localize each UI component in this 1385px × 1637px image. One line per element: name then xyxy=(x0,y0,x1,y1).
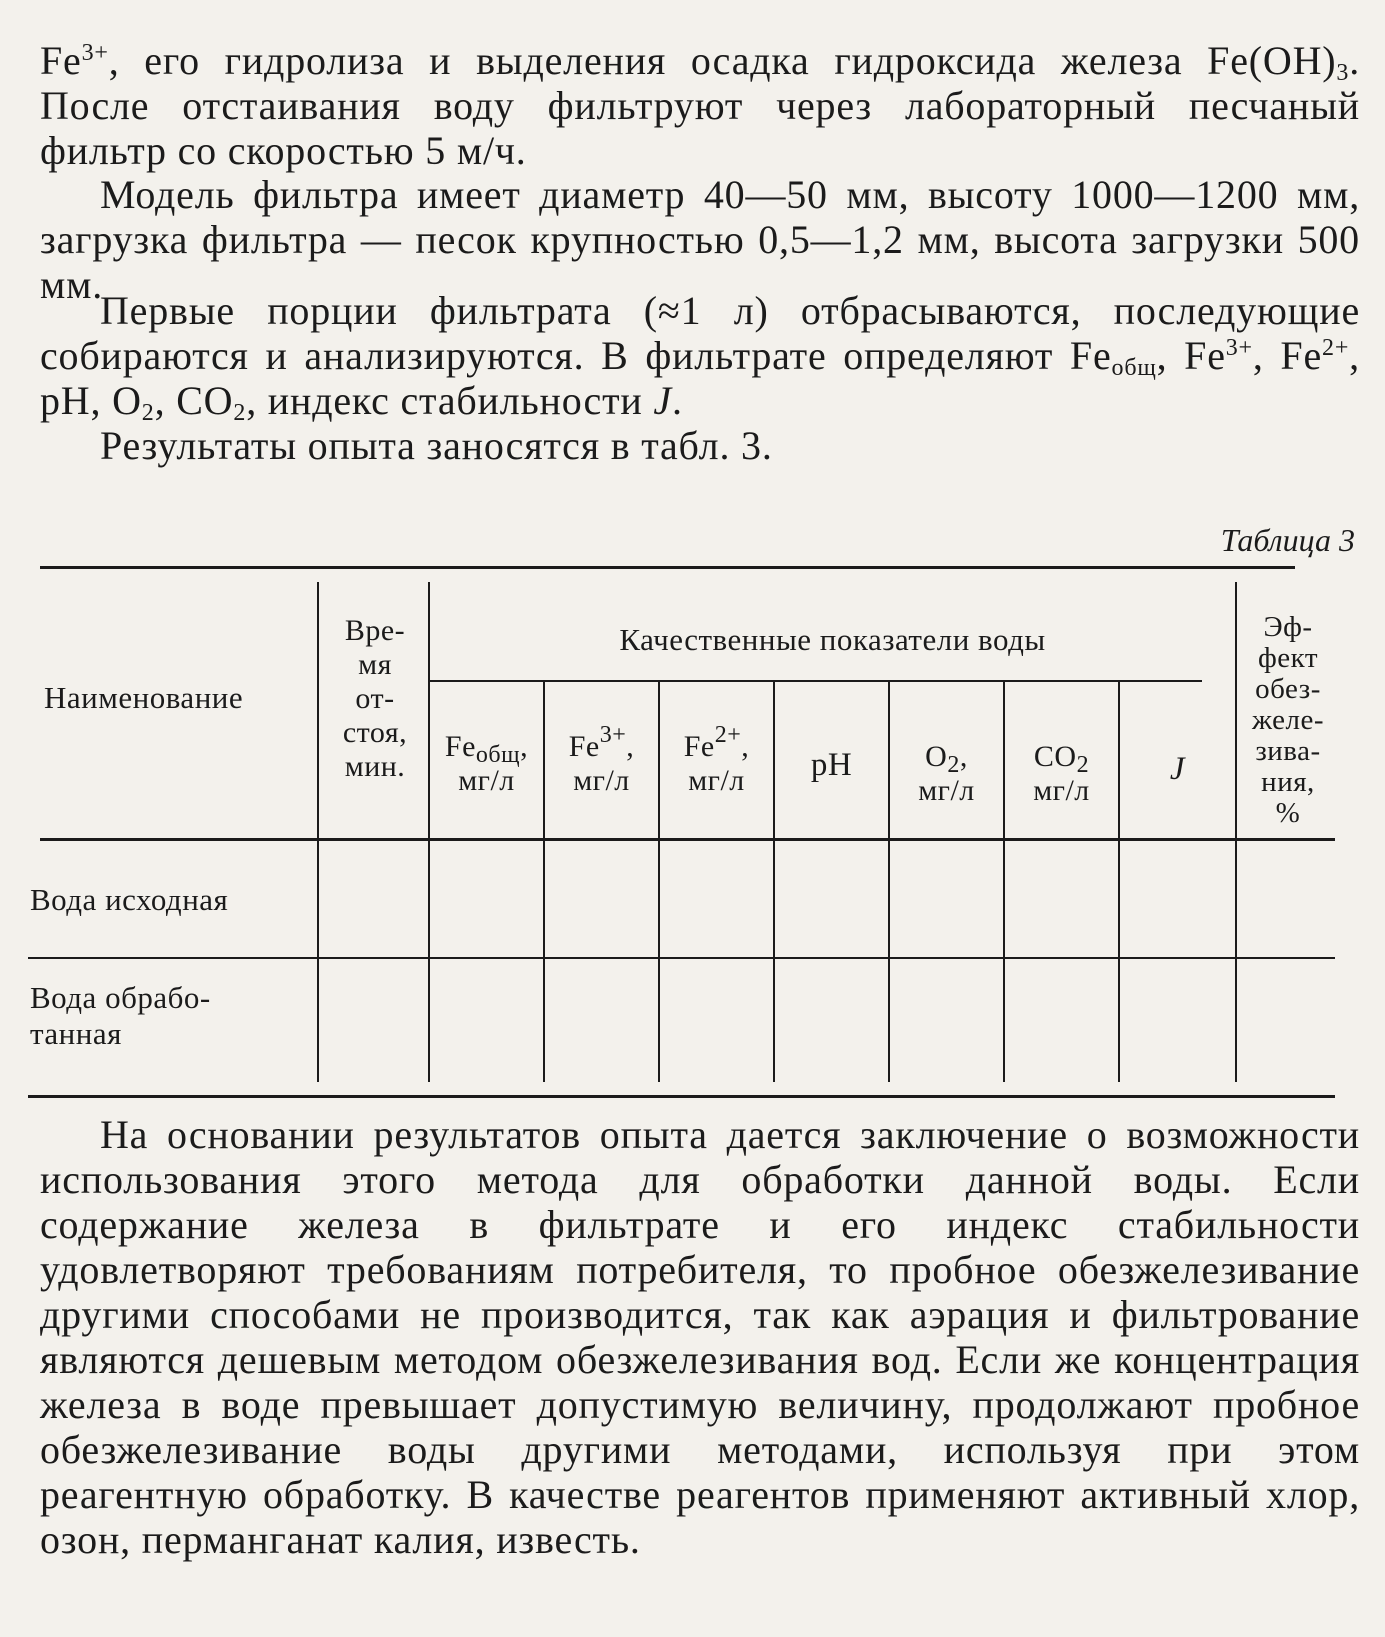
header-time-line-4: стоя, xyxy=(342,716,408,749)
header-fe2-formula: $Fe^{2+}$, xyxy=(683,722,750,763)
fe-total-sub: общ xyxy=(475,742,521,768)
fe2-base: Fe xyxy=(683,730,715,763)
header-effect xyxy=(1238,612,1338,829)
header-time-line-1: Вре- xyxy=(344,614,406,647)
header-effect-line-5: зива- xyxy=(1255,735,1321,767)
fe-total-unit: мг/л xyxy=(458,764,515,797)
header-effect-line-4: желе- xyxy=(1251,704,1325,736)
header-ph: pH xyxy=(810,747,853,783)
paragraph-5: На основании результатов опыта дается заключение о возможности использования этого метода для обработки данной воды. Если содержание железа в фильтрате и его индекс стабильности удовлетворяют требованиям потребителя, то пробное обезжелезивание другими способами не производится, так как аэрация и фильтрование являются дешевым методом обезжелезивания вод. Если же концентрация железа в воде превышает допустимую величину, продолжают пробное обезжелезивание воды другими методами, используя при этом реагентную обработку. В качестве реагентов применяют активный хлор, озон, перманганат калия, известь. xyxy=(40,1112,1360,1562)
header-fe3 xyxy=(545,722,658,798)
row-raw-water-label: Вода исходная xyxy=(30,882,229,917)
header-o2 xyxy=(890,740,1003,808)
header-time xyxy=(322,614,428,784)
o2-unit: мг/л xyxy=(918,774,975,807)
text-hydrolysis: , его гидролиза и выделения осадка гидроксида железа Fe(OH) xyxy=(108,38,1337,83)
sup-2plus: 2+ xyxy=(1322,335,1350,361)
header-time-line-3: от- xyxy=(355,682,395,715)
header-fe3-formula: $Fe^{3+}$, xyxy=(568,722,635,763)
fe3-unit: мг/л xyxy=(573,764,630,797)
header-time-line-5: мин. xyxy=(344,750,406,783)
vline-9 xyxy=(1235,582,1237,1082)
sub-obsh: общ xyxy=(1111,355,1157,381)
sub-o2: 2 xyxy=(141,400,155,426)
header-bottom-rule xyxy=(40,838,1335,841)
vline-2 xyxy=(428,582,430,1082)
header-co2-formula xyxy=(1005,740,1118,778)
text-p3-e: , CO xyxy=(154,378,234,423)
text-p3-d: , pH, O xyxy=(40,333,1360,423)
table-top-rule xyxy=(40,566,1295,569)
header-j: J xyxy=(1169,751,1186,787)
o2-sub: 2 xyxy=(947,752,960,778)
header-o2-formula: $O_2$, xyxy=(925,740,968,778)
table-caption: Таблица 3 xyxy=(1220,522,1355,558)
o2-base: O xyxy=(925,740,948,773)
text-p3-b: , Fe xyxy=(1156,333,1226,378)
row-divider-rule xyxy=(28,957,1335,959)
co2-unit: мг/л xyxy=(1033,774,1090,807)
paragraph-1 xyxy=(40,38,1360,173)
header-quality-group: Качественные показатели воды xyxy=(619,622,1046,657)
vline-8 xyxy=(1118,682,1120,1082)
sup-3plus: 3+ xyxy=(81,40,109,66)
header-fe-total xyxy=(430,730,543,798)
text-p3-g: . xyxy=(671,378,683,423)
vline-5 xyxy=(773,682,775,1082)
text-p3-a: Первые порции фильтрата (≈1 л) отбрасываются, последующие собираются и анализируются. В фильтрате определяют Fe xyxy=(40,288,1360,378)
header-name: Наименование xyxy=(44,680,244,715)
sub-3: 3 xyxy=(1336,60,1350,86)
header-co2 xyxy=(1005,740,1118,808)
header-fe2 xyxy=(660,722,773,798)
fe3-sup: 3+ xyxy=(599,722,627,748)
co2-sub: 2 xyxy=(1076,752,1090,778)
header-effect-line-3: обез- xyxy=(1255,673,1321,705)
row-treated-line-1: Вода обрабо- xyxy=(30,980,211,1015)
fe3-base: Fe xyxy=(568,730,600,763)
text-fe: Fe xyxy=(40,38,82,83)
table-bottom-rule xyxy=(28,1095,1335,1098)
text-p3-c: , Fe xyxy=(1252,333,1323,378)
sup-3plus-b: 3+ xyxy=(1225,335,1253,361)
header-fe-total-formula: $Fe_{общ}$, xyxy=(444,730,529,768)
header-effect-line-7: % xyxy=(1275,797,1301,829)
fe2-unit: мг/л xyxy=(688,764,745,797)
text-p3-f: , индекс стабильности xyxy=(246,378,654,423)
header-effect-line-2: фект xyxy=(1257,642,1319,674)
header-effect-line-1: Эф- xyxy=(1263,611,1313,643)
paragraph-3 xyxy=(40,288,1360,426)
fe2-sup: 2+ xyxy=(714,722,742,748)
co2-base: CO xyxy=(1033,740,1077,773)
paragraph-4: Результаты опыта заносятся в табл. 3. xyxy=(100,423,773,468)
vline-1 xyxy=(317,582,319,1082)
text-index-j: J xyxy=(653,378,672,423)
text-filter-speed: . После отстаивания воду фильтруют через лабораторный песчаный фильтр со скоростью 5 м/ч. xyxy=(40,38,1360,173)
paragraph-2: Модель фильтра имеет диаметр 40—50 мм, высоту 1000—1200 мм, загрузка фильтра — песок крупностью 0,5—1,2 мм, высота загрузки 500 мм. xyxy=(40,172,1360,307)
row-treated-line-2: танная xyxy=(30,1016,122,1051)
sub-co2: 2 xyxy=(233,400,247,426)
row-treated-water-label xyxy=(30,980,211,1052)
fe-total-base: Fe xyxy=(444,730,476,763)
header-effect-line-6: ния, xyxy=(1261,766,1315,798)
header-time-line-2: мя xyxy=(358,648,392,681)
